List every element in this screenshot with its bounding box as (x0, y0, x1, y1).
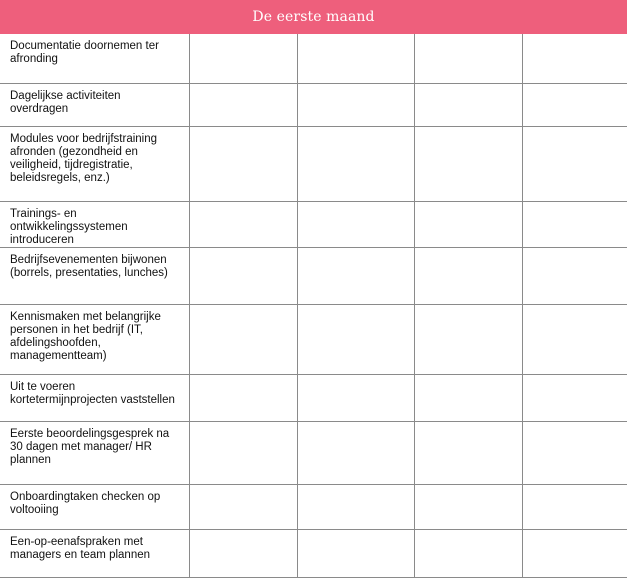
table-row (0, 34, 627, 83)
check-cell[interactable] (414, 484, 522, 529)
check-cell[interactable] (522, 201, 627, 247)
check-cell[interactable] (297, 484, 414, 529)
section-header (0, 0, 627, 34)
task-label: Kennismaken met belangrijke personen in het bedrijf (IT, afdelingshoofden, managementteam) (0, 304, 189, 374)
table-row (0, 126, 627, 201)
task-label: Documentatie doornemen ter afronding (0, 34, 189, 83)
table-row (0, 374, 627, 421)
check-cell[interactable] (189, 34, 297, 83)
check-cell[interactable] (522, 484, 627, 529)
check-cell[interactable] (297, 201, 414, 247)
check-cell[interactable] (297, 421, 414, 484)
check-cell[interactable] (297, 83, 414, 126)
check-cell[interactable] (297, 247, 414, 304)
check-cell[interactable] (414, 421, 522, 484)
check-cell[interactable] (522, 83, 627, 126)
check-cell[interactable] (189, 304, 297, 374)
table-row (0, 484, 627, 529)
task-label: Dagelijkse activiteiten overdragen (0, 83, 189, 126)
check-cell[interactable] (522, 421, 627, 484)
check-cell[interactable] (297, 34, 414, 83)
checklist-table (0, 34, 627, 578)
check-cell[interactable] (414, 529, 522, 577)
check-cell[interactable] (414, 247, 522, 304)
check-cell[interactable] (414, 34, 522, 83)
task-label: Modules voor bedrijfstraining afronden (gezondheid en veiligheid, tijdregistratie, beleidsregels, enz.) (0, 126, 189, 201)
check-cell[interactable] (189, 83, 297, 126)
check-cell[interactable] (522, 34, 627, 83)
check-cell[interactable] (297, 374, 414, 421)
table-row (0, 247, 627, 304)
check-cell[interactable] (414, 304, 522, 374)
check-cell[interactable] (522, 529, 627, 577)
section-title: De eerste maand (252, 9, 375, 25)
check-cell[interactable] (414, 201, 522, 247)
check-cell[interactable] (522, 374, 627, 421)
check-cell[interactable] (414, 83, 522, 126)
table-row (0, 529, 627, 577)
check-cell[interactable] (297, 126, 414, 201)
check-cell[interactable] (189, 529, 297, 577)
task-label: Uit te voeren kortetermijnprojecten vaststellen (0, 374, 189, 421)
check-cell[interactable] (189, 126, 297, 201)
check-cell[interactable] (297, 304, 414, 374)
check-cell[interactable] (189, 201, 297, 247)
check-cell[interactable] (297, 529, 414, 577)
table-row (0, 304, 627, 374)
table-row (0, 201, 627, 247)
check-cell[interactable] (414, 374, 522, 421)
check-cell[interactable] (522, 304, 627, 374)
task-label: Trainings- en ontwikkelingssystemen introduceren (0, 201, 189, 247)
task-label: Een-op-eenafspraken met managers en team plannen (0, 529, 189, 577)
check-cell[interactable] (414, 126, 522, 201)
task-label: Eerste beoordelingsgesprek na 30 dagen met manager/ HR plannen (0, 421, 189, 484)
check-cell[interactable] (189, 421, 297, 484)
check-cell[interactable] (189, 247, 297, 304)
check-cell[interactable] (522, 247, 627, 304)
task-label: Bedrijfsevenementen bijwonen (borrels, presentaties, lunches) (0, 247, 189, 304)
check-cell[interactable] (522, 126, 627, 201)
task-label: Onboardingtaken checken op voltooiing (0, 484, 189, 529)
check-cell[interactable] (189, 374, 297, 421)
table-row (0, 83, 627, 126)
table-row (0, 421, 627, 484)
check-cell[interactable] (189, 484, 297, 529)
